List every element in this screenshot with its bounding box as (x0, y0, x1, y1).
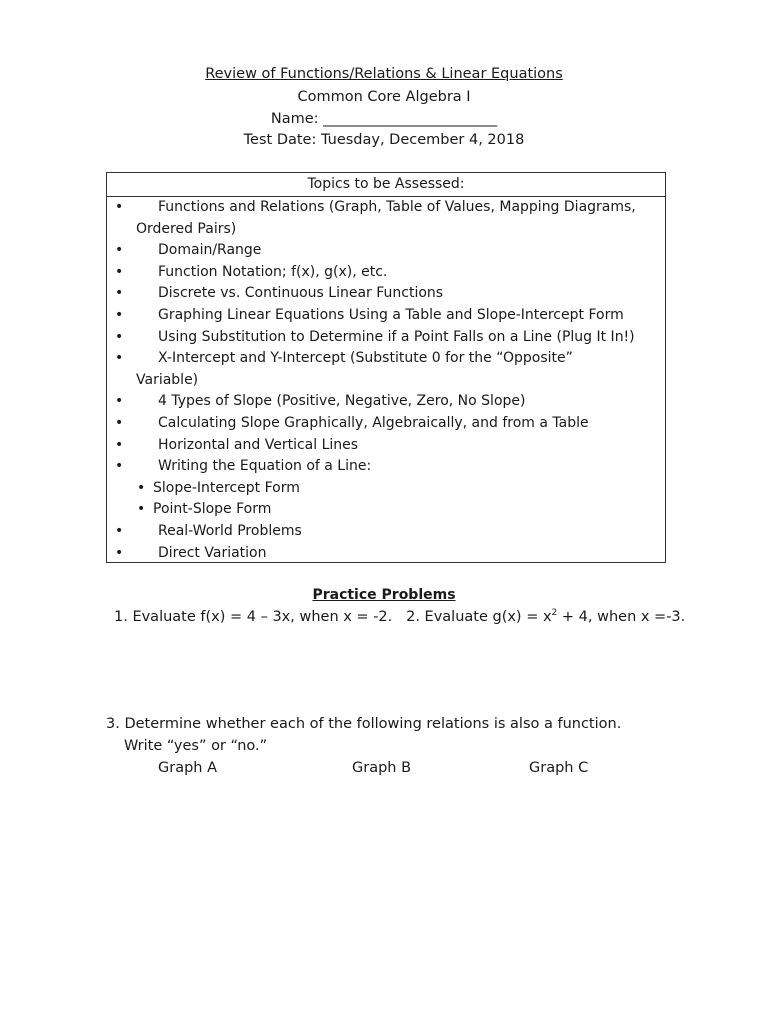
topic-item: • Domain/Range (115, 242, 262, 259)
course-name: Common Core Algebra I (297, 89, 471, 105)
problem-2: 2. Evaluate $g(x) = x^2 + 4$, when x =-3. (406, 608, 686, 625)
topics-box (106, 172, 666, 563)
topic-item: • Using Substitution to Determine if a Point Falls on a Line (Plug It In!) (115, 328, 635, 345)
problems-1-2 (114, 609, 685, 625)
topics-heading: Topics to be Assessed: (107, 173, 665, 197)
graph-c-label: Graph C (529, 760, 589, 776)
topic-item: • Functions and Relations (Graph, Table of Values, Mapping Diagrams, Ordered Pairs) (115, 199, 636, 237)
problem-1: 1. Evaluate f(x) = 4 – 3x, when x = -2. (114, 609, 393, 625)
student-name-line: Name: ________________________ (270, 111, 498, 127)
graph-a-label: Graph A (158, 760, 218, 776)
topic-item: • Horizontal and Vertical Lines (115, 436, 359, 453)
topic-item: • X-Intercept and Y-Intercept (Substitute 0 for the “Opposite” Variable) (115, 350, 573, 388)
topic-item: • Real-World Problems (115, 522, 302, 539)
topic-subitem: • Point-Slope Form (137, 501, 272, 518)
test-date: Test Date: Tuesday, December 4, 2018 (243, 132, 525, 148)
topic-item: • Discrete vs. Continuous Linear Functions (115, 285, 444, 302)
problem-3-instruction: Write “yes” or “no.” (124, 738, 268, 754)
topic-subitem: • Slope-Intercept Form (137, 479, 300, 496)
topics-list (107, 197, 665, 564)
topic-item: • 4 Types of Slope (Positive, Negative, Zero, No Slope) (115, 393, 526, 410)
topic-item: • Calculating Slope Graphically, Algebraically, and from a Table (115, 414, 589, 431)
topic-item: • Writing the Equation of a Line: (115, 458, 372, 475)
topic-item: • Direct Variation (115, 544, 267, 561)
graph-b-label: Graph B (352, 760, 412, 776)
practice-problems-title: Practice Problems (312, 587, 456, 603)
worksheet-title: Review of Functions/Relations & Linear Equations (205, 66, 563, 82)
topic-item: • Graphing Linear Equations Using a Table and Slope-Intercept Form (115, 306, 624, 323)
topic-item: • Function Notation; f(x), g(x), etc. (115, 263, 388, 280)
problem-3: 3. Determine whether each of the following relations is also a function. (106, 716, 622, 732)
